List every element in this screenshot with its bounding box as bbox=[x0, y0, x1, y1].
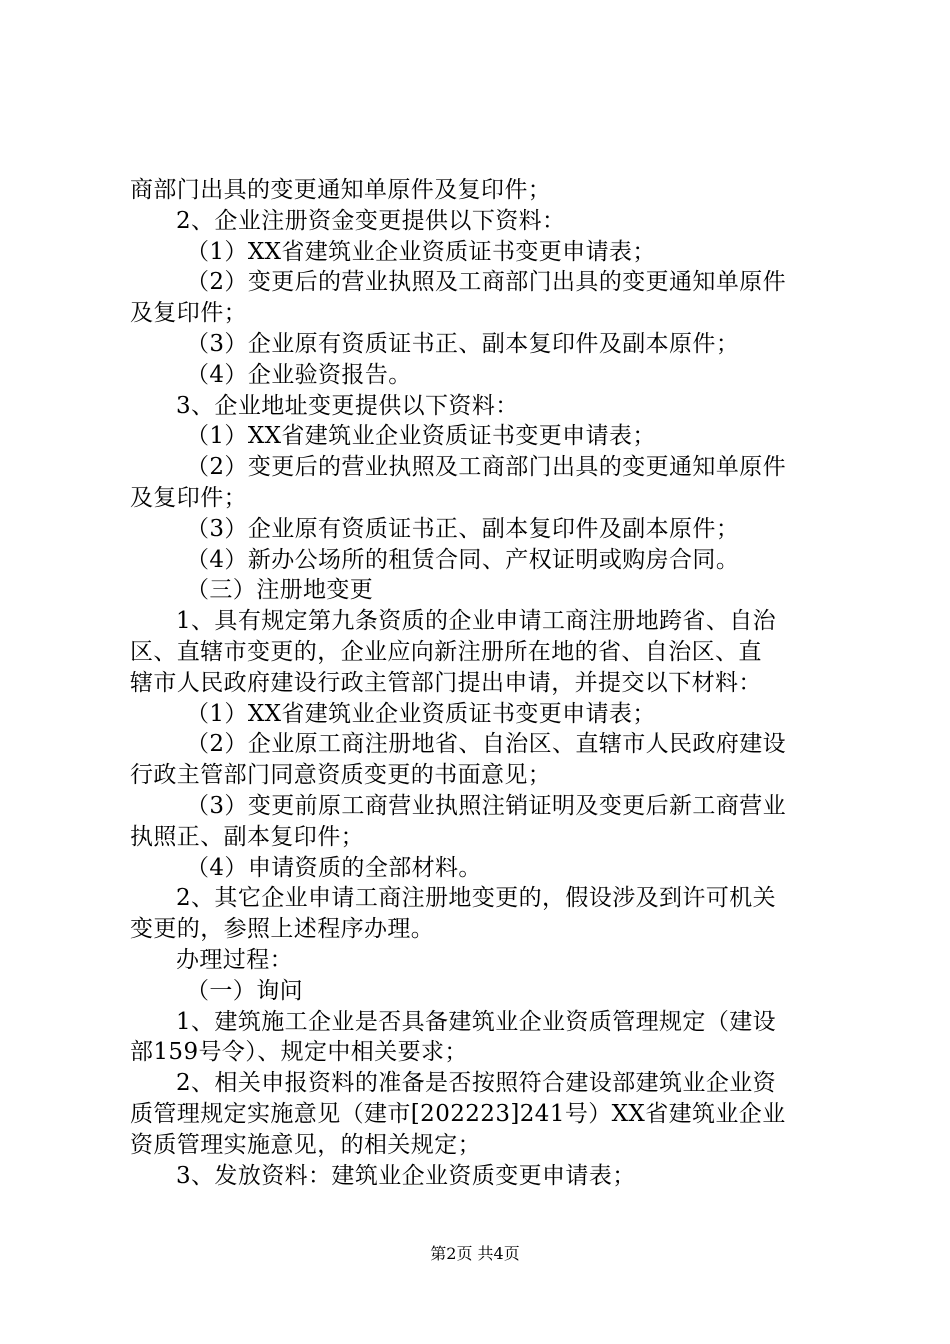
text-line: 及复印件； bbox=[130, 484, 247, 511]
text-line: 变更的，参照上述程序办理。 bbox=[130, 916, 435, 943]
text-line: 及复印件； bbox=[130, 300, 247, 327]
text-line: 2、相关申报资料的准备是否按照符合建设部建筑业企业资 bbox=[176, 1070, 777, 1097]
text-line: 2、企业注册资金变更提供以下资料： bbox=[176, 207, 566, 234]
text-line: （三）注册地变更 bbox=[186, 577, 374, 604]
page-number: 第2页 共4页 bbox=[430, 1244, 520, 1263]
page-footer bbox=[0, 1244, 950, 1264]
document-body bbox=[130, 175, 830, 1191]
text-line: 行政主管部门同意资质变更的书面意见； bbox=[130, 762, 552, 789]
text-line: （2）企业原工商注册地省、自治区、直辖市人民政府建设 bbox=[186, 731, 787, 758]
text-line: （4）申请资质的全部材料。 bbox=[186, 854, 482, 881]
text-line: （2）变更后的营业执照及工商部门出具的变更通知单原件 bbox=[186, 454, 787, 481]
text-line: （1）XX省建筑业企业资质证书变更申请表； bbox=[186, 700, 656, 727]
text-line: 区、直辖市变更的，企业应向新注册所在地的省、自治区、直 bbox=[130, 638, 762, 665]
text-line: 部159号令）、规定中相关要求； bbox=[130, 1039, 468, 1066]
text-line: （一）询问 bbox=[186, 977, 303, 1004]
text-line: 3、企业地址变更提供以下资料： bbox=[176, 392, 519, 419]
text-line: 商部门出具的变更通知单原件及复印件； bbox=[130, 177, 552, 203]
text-line: 执照正、副本复印件； bbox=[130, 823, 364, 850]
text-line: （4）企业验资报告。 bbox=[186, 361, 412, 388]
text-line: 1、建筑施工企业是否具备建筑业企业资质管理规定（建设 bbox=[176, 1008, 777, 1035]
text-line: （3）变更前原工商营业执照注销证明及变更后新工商营业 bbox=[186, 792, 787, 819]
text-line: 辖市人民政府建设行政主管部门提出申请，并提交以下材料： bbox=[130, 669, 762, 696]
text-line: 3、发放资料：建筑业企业资质变更申请表； bbox=[176, 1162, 636, 1189]
text-line: （3）企业原有资质证书正、副本复印件及副本原件； bbox=[186, 330, 740, 357]
text-line: （2）变更后的营业执照及工商部门出具的变更通知单原件 bbox=[186, 269, 787, 296]
text-line: （4）新办公场所的租赁合同、产权证明或购房合同。 bbox=[186, 546, 740, 573]
text-line: 资质管理实施意见，的相关规定； bbox=[130, 1131, 481, 1158]
text-line: 1、具有规定第九条资质的企业申请工商注册地跨省、自治 bbox=[176, 608, 777, 635]
text-line: （1）XX省建筑业企业资质证书变更申请表； bbox=[186, 423, 656, 450]
text-line: 办理过程： bbox=[176, 946, 293, 973]
text-line: （1）XX省建筑业企业资质证书变更申请表； bbox=[186, 238, 656, 265]
text-line: 质管理规定实施意见（建市[202223]241号）XX省建筑业企业 bbox=[130, 1100, 786, 1127]
text-line: 2、其它企业申请工商注册地变更的，假设涉及到许可机关 bbox=[176, 885, 777, 912]
text-line: （3）企业原有资质证书正、副本复印件及副本原件； bbox=[186, 515, 740, 542]
